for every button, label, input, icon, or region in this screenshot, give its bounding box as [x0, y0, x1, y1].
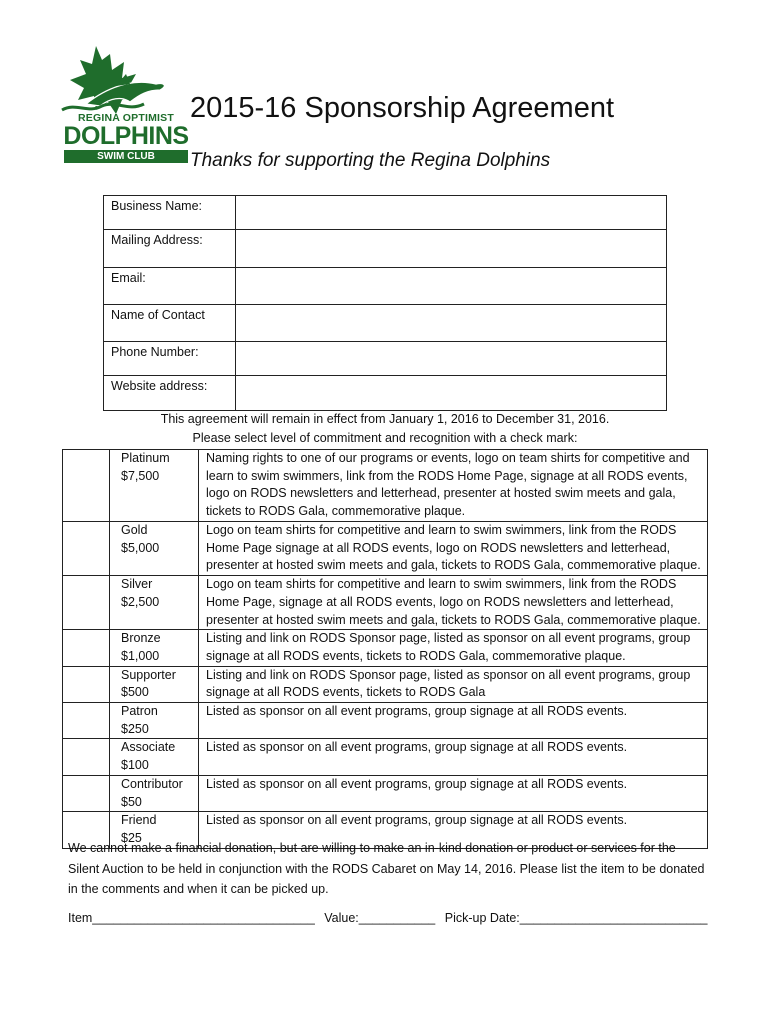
logo-line-3: SWIM CLUB: [64, 150, 188, 163]
pickup-date-field[interactable]: Pick-up Date:___________________________: [444, 911, 708, 925]
sponsorship-levels-table: [62, 449, 708, 849]
level-checkbox[interactable]: [63, 450, 110, 522]
level-name: Friend: [121, 813, 157, 828]
maple-leaf-dolphin-icon: [56, 44, 196, 116]
level-description: Listing and link on RODS Sponsor page, listed as sponsor on all event programs, group signage at all RODS events, tickets to RODS Gala, commemorative plaque.: [199, 630, 708, 666]
level-name: Patron: [121, 704, 158, 719]
level-checkbox[interactable]: [63, 630, 110, 666]
logo-line-2: DOLPHINS: [63, 122, 189, 150]
level-amount: $250: [121, 721, 149, 736]
selection-instruction: Please select level of commitment and recognition with a check mark:: [192, 431, 578, 445]
level-description: Logo on team shirts for competitive and learn to swim swimmers, link from the RODS Home Page signage at all RODS events, logo on RODS newsletters and letterhead, presenter at hosted swim meets and gala, tickets to RODS Gala, commemorative plaque.: [199, 522, 708, 576]
level-description: Listed as sponsor on all event programs, group signage at all RODS events.: [199, 812, 708, 848]
level-description: Listed as sponsor on all event programs, group signage at all RODS events.: [199, 775, 708, 811]
field-label: Mailing Address:: [104, 230, 236, 268]
contact-info-table: [103, 195, 667, 411]
level-checkbox[interactable]: [63, 703, 110, 739]
level-checkbox[interactable]: [63, 576, 110, 630]
level-name: Silver: [121, 577, 153, 592]
contact-name-input[interactable]: [236, 305, 667, 342]
level-amount: $7,500: [121, 468, 160, 483]
logo-line-1: REGINA OPTIMIST: [78, 112, 174, 124]
level-name: Associate: [121, 740, 176, 755]
phone-input[interactable]: [236, 342, 667, 376]
business-name-input[interactable]: [236, 196, 667, 230]
level-description: Naming rights to one of our programs or events, logo on team shirts for competitive and learn to swim swimmers, link from the RODS Home Page, signage at all RODS events, logo on RODS newsletters and letterhead, presenter at hosted swim meets and gala, tickets to RODS Gala, commemorative plaque.: [199, 450, 708, 522]
agreement-period-note: This agreement will remain in effect from January 1, 2016 to December 31, 2016.: [160, 412, 610, 426]
field-label: Business Name:: [104, 196, 236, 230]
page-title: 2015-16 Sponsorship Agreement: [190, 92, 615, 124]
value-field[interactable]: Value:___________: [324, 911, 436, 925]
level-amount: $2,500: [121, 594, 160, 609]
club-logo: [56, 44, 196, 166]
level-amount: $25: [121, 830, 142, 845]
website-input[interactable]: [236, 376, 667, 411]
level-amount: $1,000: [121, 648, 160, 663]
level-name: Gold: [121, 523, 148, 537]
field-label: Website address:: [104, 376, 236, 411]
page-subtitle: Thanks for supporting the Regina Dolphins: [190, 150, 551, 171]
level-description: Listing and link on RODS Sponsor page, listed as sponsor on all event programs, group signage at all RODS events, tickets to RODS Gala: [199, 666, 708, 702]
level-name: Platinum: [121, 451, 170, 465]
level-description: Listed as sponsor on all event programs, group signage at all RODS events.: [199, 703, 708, 739]
level-description: Logo on team shirts for competitive and learn to swim swimmers, link from the RODS Home Page, signage at all RODS events, logo on RODS newsletters and letterhead, presenter at hosted swim meets and gala, tickets to RODS Gala, commemorative plaque.: [199, 576, 708, 630]
level-name: Supporter: [121, 667, 176, 682]
level-checkbox[interactable]: [63, 739, 110, 775]
level-name: Bronze: [121, 631, 161, 646]
level-checkbox[interactable]: [63, 775, 110, 811]
level-amount: $5,000: [121, 540, 160, 555]
level-amount: $500: [121, 685, 149, 700]
level-amount: $50: [121, 794, 142, 809]
field-label: Phone Number:: [104, 342, 236, 376]
donation-form-line: [68, 911, 707, 925]
level-description: Listed as sponsor on all event programs, group signage at all RODS events.: [199, 739, 708, 775]
level-checkbox[interactable]: [63, 666, 110, 702]
in-kind-donation-paragraph: We cannot make a financial donation, but are willing to make an in-kind donation or product or services for the Silent Auction to be held in conjunction with the RODS Cabaret on May 14, 2016. Please list the item to be donated in the comments and when it can be picked up.: [68, 841, 705, 896]
level-name: Contributor: [121, 776, 183, 791]
field-label: Name of Contact: [104, 305, 236, 342]
email-input[interactable]: [236, 268, 667, 305]
item-field[interactable]: Item________________________________: [68, 911, 315, 925]
level-checkbox[interactable]: [63, 522, 110, 576]
field-label: Email:: [104, 268, 236, 305]
mailing-address-input[interactable]: [236, 230, 667, 268]
level-amount: $100: [121, 758, 149, 773]
